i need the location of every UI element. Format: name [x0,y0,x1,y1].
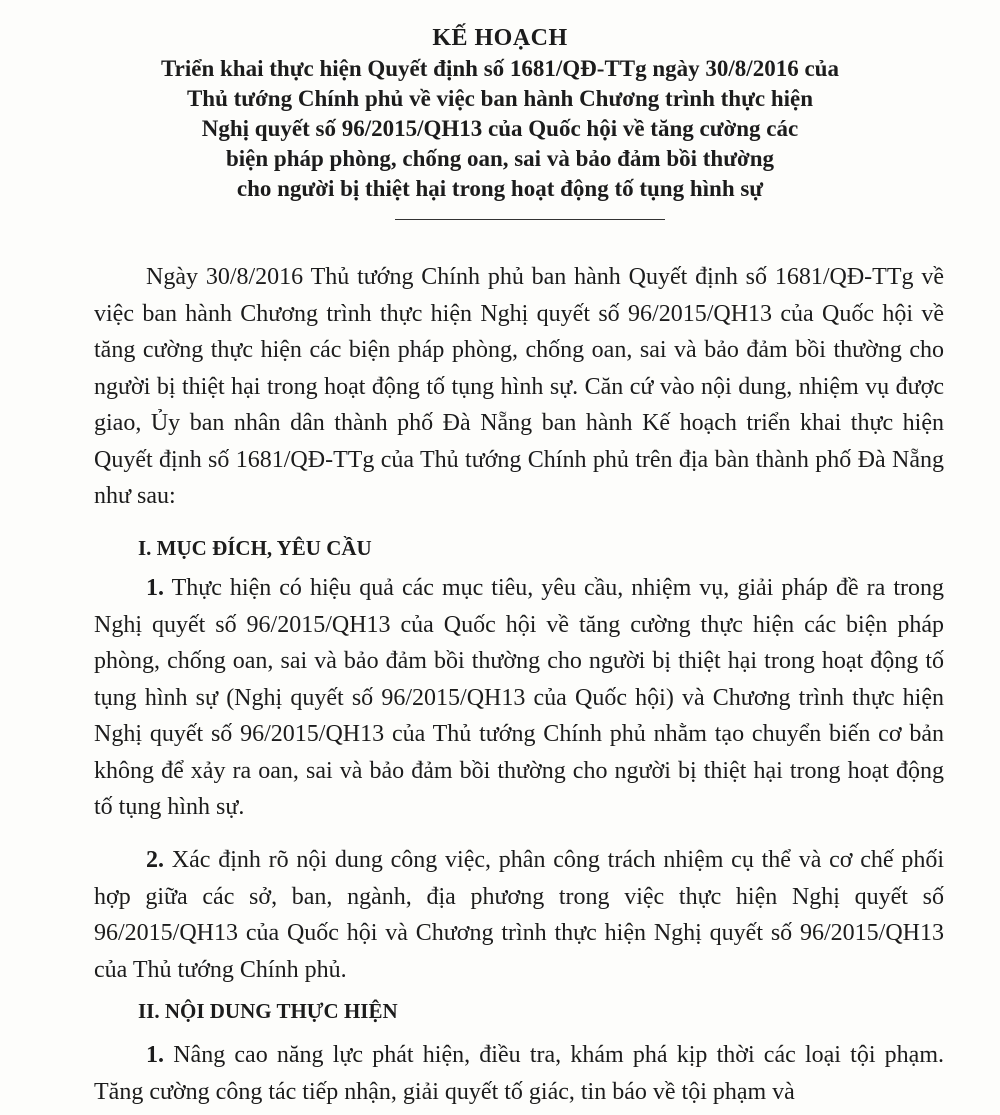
section-heading-purpose: I. MỤC ĐÍCH, YÊU CẦU [138,536,372,560]
section1-item-2 [94,842,944,988]
subtitle-line: biện pháp phòng, chống oan, sai và bảo đảm bồi thường [225,146,775,171]
subtitle-line: Triển khai thực hiện Quyết định số 1681/QĐ-TTg ngày 30/8/2016 của [161,56,839,81]
item-text: Nâng cao năng lực phát hiện, điều tra, khám phá kịp thời các loại tội phạm. Tăng cường công tác tiếp nhận, giải quyết tố giác, tin báo về tội phạm và [94,1042,945,1105]
page-bottom-clip [0,1040,1000,1115]
paragraph [94,570,944,826]
section1-item-1 [94,570,944,826]
item-number: 1. [146,575,164,601]
subtitle-line: Nghị quyết số 96/2015/QH13 của Quốc hội về tăng cường các [201,116,799,141]
intro-paragraph: Ngày 30/8/2016 Thủ tướng Chính phủ ban hành Quyết định số 1681/QĐ-TTg về việc ban hành Chương trình thực hiện Nghị quyết số 96/2015/QH13 của Quốc hội về tăng cường thực hiện các biện pháp phòng, chống oan, sai và bảo đảm bồi thường cho người bị thiệt hại trong hoạt động tố tụng hình sự. Căn cứ vào nội dung, nhiệm vụ được giao, Ủy ban nhân dân thành phố Đà Nẵng ban hành Kế hoạch triển khai thực hiện Quyết định số 1681/QĐ-TTg của Thủ tướng Chính phủ trên địa bàn thành phố Đà Nẵng như sau: [94,264,944,509]
paragraph [94,1040,944,1110]
item-number: 1. [146,1042,164,1068]
subtitle-line: cho người bị thiệt hại trong hoạt động tố tụng hình sự [236,176,764,201]
title-block [0,22,1000,204]
intro-section [94,259,944,515]
paragraph [94,842,944,988]
section-heading-content: II. NỘI DUNG THỰC HIỆN [138,999,398,1023]
subtitle-line: Thủ tướng Chính phủ về việc ban hành Chương trình thực hiện [186,86,814,111]
title-divider [395,219,665,220]
section2-item-1 [94,1040,944,1110]
item-text: Thực hiện có hiệu quả các mục tiêu, yêu cầu, nhiệm vụ, giải pháp đề ra trong Nghị quyết số 96/2015/QH13 của Quốc hội về tăng cường thực hiện các biện pháp phòng, chống oan, sai và bảo đảm bồi thường cho người bị thiệt hại trong hoạt động tố tụng hình sự (Nghị quyết số 96/2015/QH13 của Quốc hội) và Chương trình thực hiện Nghị quyết số 96/2015/QH13 của Thủ tướng Chính phủ nhằm tạo chuyển biến cơ bản không để xảy ra oan, sai và bảo đảm bồi thường cho người bị thiệt hại trong hoạt động tố tụng hình sự. [94,575,944,820]
item-text: Xác định rõ nội dung công việc, phân công trách nhiệm cụ thể và cơ chế phối hợp giữa các sở, ban, ngành, địa phương trong việc thực hiện Nghị quyết số 96/2015/QH13 của Quốc hội và Chương trình thực hiện Nghị quyết số 96/2015/QH13 của Thủ tướng Chính phủ. [94,847,944,983]
item-number: 2. [146,847,164,873]
document-title: KẾ HOẠCH [432,25,568,51]
